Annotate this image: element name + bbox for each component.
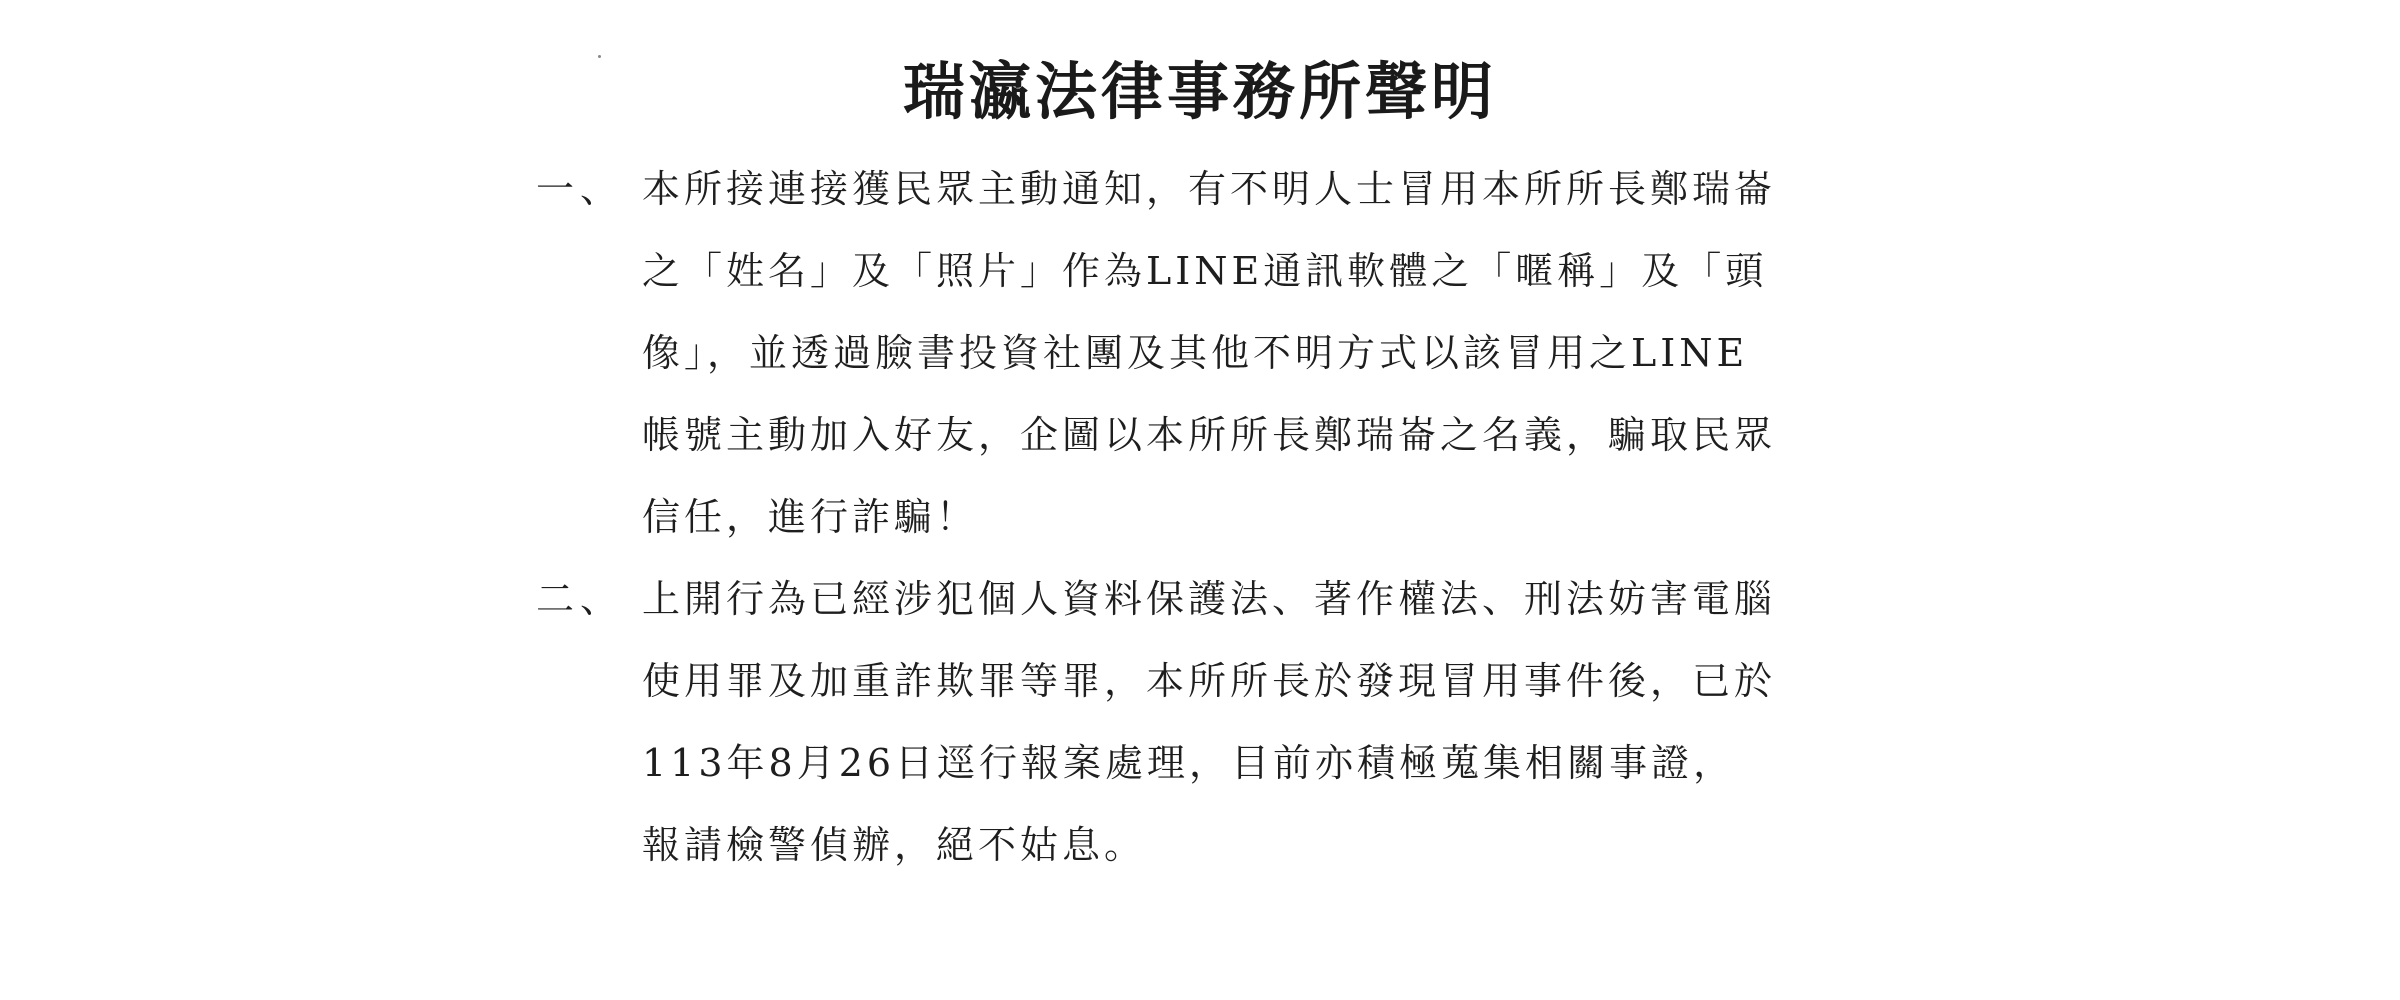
paragraph-line: 像」，並透過臉書投資社團及其他不明方式以該冒用之LINE (642, 331, 1749, 375)
paragraph-line: 信任，進行詐騙！ (642, 495, 979, 539)
paragraph-line: 113年8月26日逕行報案處理，目前亦積極蒐集相關事證， (642, 741, 1736, 785)
item-marker: 一、 (536, 167, 625, 211)
paragraph-line: 之「姓名」及「照片」作為LINE通訊軟體之「暱稱」及「頭 (642, 249, 1768, 293)
paragraph-line: 帳號主動加入好友，企圖以本所所長鄭瑞崙之名義，騙取民眾 (642, 413, 1777, 457)
item-paragraph (642, 558, 1902, 886)
paragraph-line: 使用罪及加重詐欺罪等罪，本所所長於發現冒用事件後，已於 (642, 659, 1777, 703)
item-paragraph (642, 148, 1902, 558)
paragraph-line: 上開行為已經涉犯個人資料保護法、著作權法、刑法妨害電腦 (642, 577, 1777, 621)
paragraph-line: 本所接連接獲民眾主動通知，有不明人士冒用本所所長鄭瑞崙 (642, 167, 1777, 211)
item-marker: 二、 (536, 577, 625, 621)
document-title: 瑞瀛法律事務所聲明 (902, 55, 1497, 128)
paragraph-line: 報請檢警偵辦，絕不姑息。 (642, 823, 1147, 867)
